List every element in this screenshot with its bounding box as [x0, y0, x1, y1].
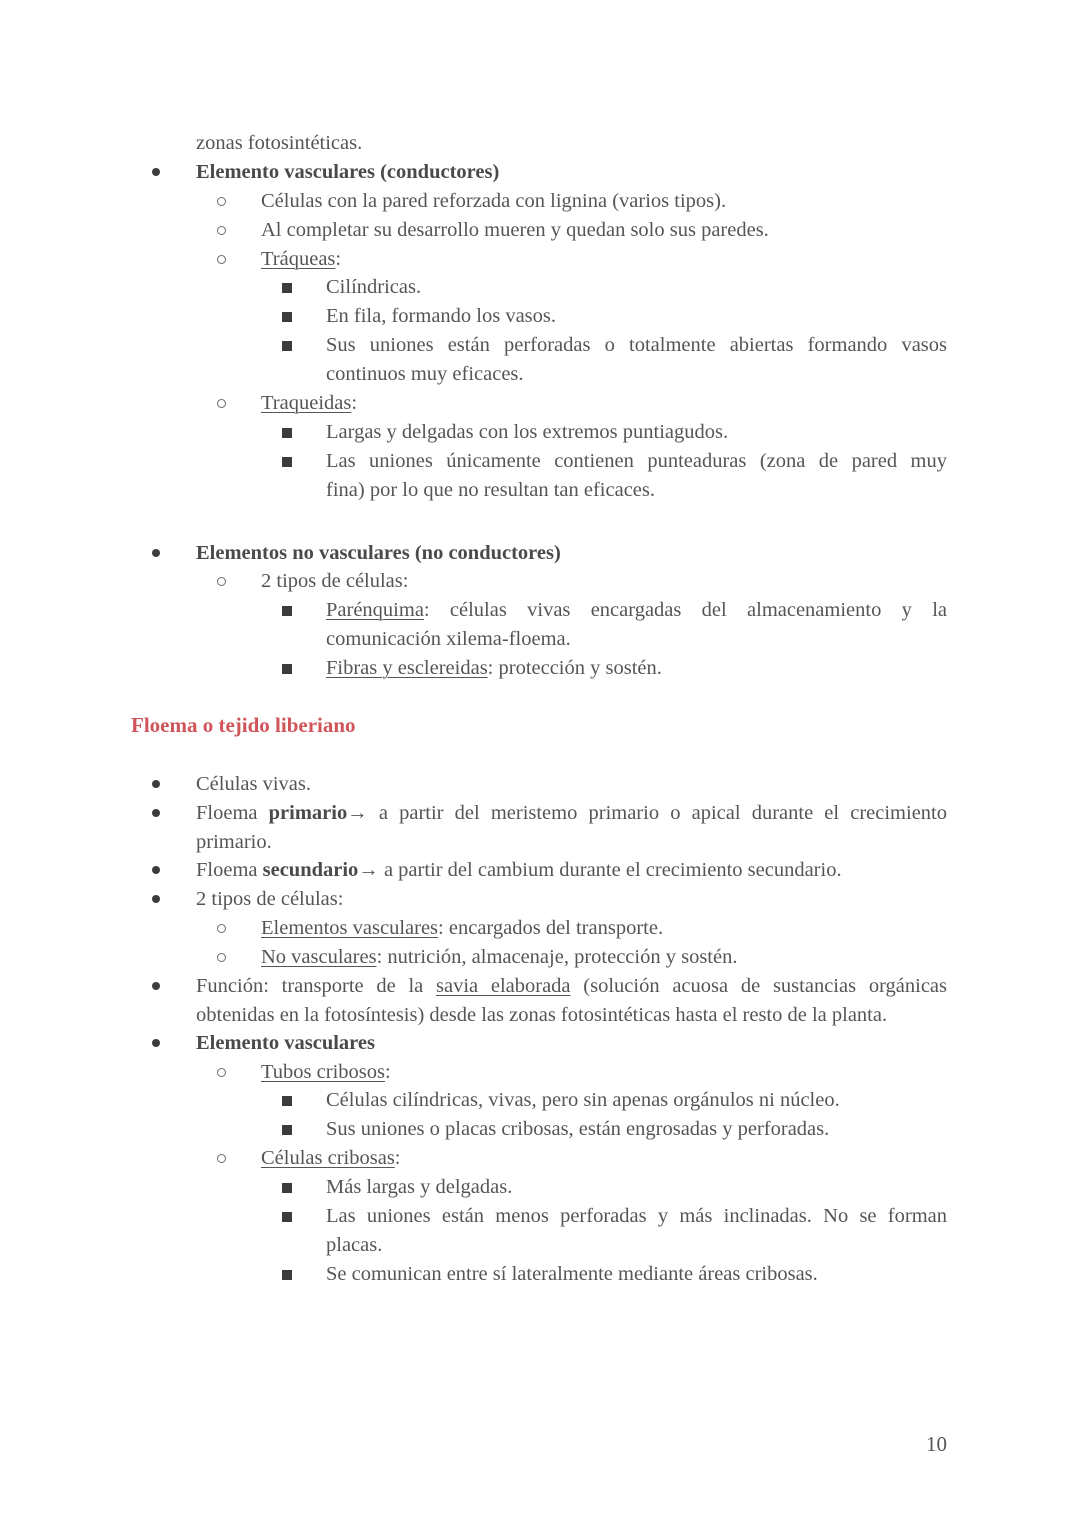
- list-item-funcion: [196, 972, 947, 1001]
- text: → a partir del meristemo primario o apical durante el crecimiento: [347, 802, 947, 824]
- parenquima-text: : células vivas encargadas del almacenamiento y la: [423, 599, 947, 621]
- list-item-continuation: continuos muy eficaces.: [326, 363, 524, 385]
- bullet-circle: [217, 1154, 226, 1163]
- bullet-square: [282, 283, 292, 293]
- bullet-circle: [217, 577, 226, 586]
- colon: :: [335, 248, 342, 270]
- bullet-circle: [217, 924, 226, 933]
- bullet-dot: [152, 1039, 160, 1047]
- list-item-tubos-cribosos: [261, 1058, 391, 1087]
- bullet-square: [282, 1270, 292, 1280]
- bullet-circle: [217, 399, 226, 408]
- list-item: Largas y delgadas con los extremos puntiagudos.: [326, 421, 729, 443]
- bullet-square: [282, 457, 292, 467]
- bullet-square: [282, 1212, 292, 1222]
- bullet-dot: [152, 809, 160, 817]
- vascular-elements-title: Elemento vasculares (conductores): [196, 161, 500, 183]
- page-number: 10: [926, 1432, 947, 1456]
- list-item: Células cilíndricas, vivas, pero sin apenas orgánulos ni núcleo.: [326, 1089, 840, 1111]
- traqueas-label: Tráqueas: [261, 248, 336, 270]
- list-item: Se comunican entre sí lateralmente mediante áreas cribosas.: [326, 1263, 818, 1285]
- text: : encargados del transporte.: [438, 917, 664, 939]
- list-item: Células vivas.: [196, 773, 312, 795]
- fibras-label: Fibras y esclereidas: [326, 657, 488, 679]
- bullet-square: [282, 1096, 292, 1106]
- bullet-dot: [152, 982, 160, 990]
- bullet-dot: [152, 895, 160, 903]
- list-item-fibras: [326, 654, 662, 683]
- list-item-continuation: obtenidas en la fotosíntesis) desde las zonas fotosintéticas hasta el resto de la planta.: [196, 1004, 888, 1026]
- vascular-elements-title: Elemento vasculares: [196, 1032, 375, 1054]
- bullet-dot: [152, 549, 160, 557]
- bullet-square: [282, 1183, 292, 1193]
- list-item-traqueidas: [261, 389, 357, 418]
- text: (solución acuosa de sustancias orgánicas: [570, 975, 947, 997]
- list-item: Células con la pared reforzada con lignina (varios tipos).: [261, 190, 727, 212]
- bullet-circle: [217, 953, 226, 962]
- text: Función: transporte de la: [196, 975, 436, 997]
- text: Floema: [196, 859, 263, 881]
- list-item-no-vasculares: [261, 943, 737, 972]
- underlined-term: No vasculares: [261, 946, 377, 968]
- bullet-circle: [217, 1068, 226, 1077]
- bullet-square: [282, 428, 292, 438]
- continuation-text: zonas fotosintéticas.: [196, 132, 363, 154]
- underlined-term: Elementos vasculares: [261, 917, 439, 939]
- list-item: 2 tipos de células:: [196, 888, 344, 910]
- list-item-continuation: placas.: [326, 1234, 383, 1256]
- traqueidas-label: Traqueidas: [261, 392, 352, 414]
- bullet-square: [282, 1125, 292, 1135]
- non-vascular-elements-title: Elementos no vasculares (no conductores): [196, 542, 561, 564]
- list-item: Más largas y delgadas.: [326, 1176, 513, 1198]
- section-heading-floema: Floema o tejido liberiano: [131, 713, 356, 737]
- list-item-elementos-vasculares: [261, 914, 663, 943]
- bold-term: primario: [268, 802, 348, 824]
- colon: :: [394, 1147, 401, 1169]
- list-item: 2 tipos de células:: [261, 570, 409, 592]
- text: → a partir del cambium durante el crecimiento secundario.: [358, 859, 842, 881]
- text: Floema: [196, 802, 269, 824]
- bold-term: secundario: [262, 859, 359, 881]
- celulas-cribosas-label: Células cribosas: [261, 1147, 395, 1169]
- list-item: Sus uniones están perforadas o totalmente abiertas formando vasos: [326, 334, 947, 356]
- bullet-square: [282, 606, 292, 616]
- list-item: Sus uniones o placas cribosas, están engrosadas y perforadas.: [326, 1118, 830, 1140]
- list-item-continuation: primario.: [196, 831, 272, 853]
- bullet-square: [282, 312, 292, 322]
- list-item-secundario: [196, 856, 842, 885]
- tubos-label: Tubos cribosos: [261, 1061, 385, 1083]
- list-item-traqueas: [261, 245, 341, 274]
- bullet-circle: [217, 226, 226, 235]
- bullet-dot: [152, 168, 160, 176]
- list-item: Las uniones están menos perforadas y más inclinadas. No se forman: [326, 1205, 947, 1227]
- bullet-dot: [152, 780, 160, 788]
- list-item: Al completar su desarrollo mueren y quedan solo sus paredes.: [261, 219, 769, 241]
- bullet-square: [282, 341, 292, 351]
- list-item: Cilíndricas.: [326, 276, 422, 298]
- bullet-circle: [217, 255, 226, 264]
- list-item-parenquima: [326, 596, 947, 625]
- fibras-text: : protección y sostén.: [487, 657, 662, 679]
- list-item: Las uniones únicamente contienen punteaduras (zona de pared muy: [326, 450, 947, 472]
- colon: :: [351, 392, 358, 414]
- list-item: En fila, formando los vasos.: [326, 305, 557, 327]
- list-item-celulas-cribosas: [261, 1144, 401, 1173]
- underlined-term: savia elaborada: [436, 975, 571, 997]
- text: : nutrición, almacenaje, protección y sostén.: [376, 946, 738, 968]
- bullet-dot: [152, 866, 160, 874]
- list-item-continuation: comunicación xilema-floema.: [326, 628, 571, 650]
- list-item-continuation: fina) por lo que no resultan tan eficaces.: [326, 479, 656, 501]
- parenquima-label: Parénquima: [326, 599, 424, 621]
- bullet-circle: [217, 197, 226, 206]
- list-item-primario: [196, 799, 947, 828]
- bullet-square: [282, 664, 292, 674]
- colon: :: [384, 1061, 391, 1083]
